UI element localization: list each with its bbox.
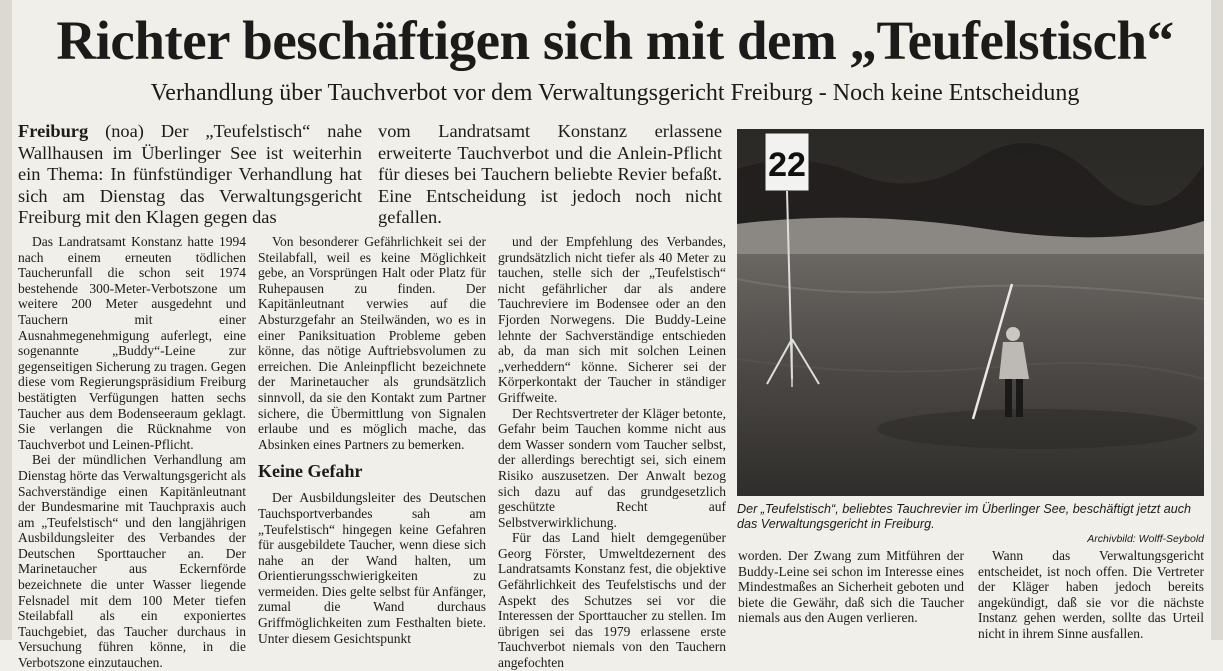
section-heading: Keine Gefahr (258, 461, 363, 482)
paragraph: Der Rechtsvertreter der Kläger betonte, Gefahr beim Tauchen komme nicht aus dem Wasser sondern vom Taucher selbst, der allerdings berechtigt sei, sich einem Risiko auszusetzen. Der Anwalt bezog sich dazu auf das grundgesetzlich geschützte Recht auf Selbstverwirklichung. (498, 405, 726, 530)
sign-number: 22 (768, 146, 806, 184)
left-page-edge (0, 0, 12, 640)
archive-photo (737, 129, 1204, 496)
right-page-edge (1211, 0, 1223, 640)
dateline-place: Freiburg (18, 121, 89, 141)
paragraph: und der Empfehlung des Verbandes, grundsätzlich nicht tiefer als 40 Meter zu tauchen, stelle sich der „Teufelstisch“ nicht gefährlicher dar als andere Tauchreviere im Bodensee oder an den Fjorden Norwegens. Die Buddy-Leine lehnte der Sachverständige entschieden ab, da man sich mit solchen Leinen „verheddern“ könne. Sicherer sei der Körperkontakt der Taucher in ständiger Griffweite. (498, 234, 726, 405)
paragraph: Bei der mündlichen Verhandlung am Dienstag hörte das Verwaltungsgericht als Sachverständige einen Kapitänleutnant der Bundesmarine mit Tauchpraxis auch am „Teufelstisch“ und den langjährigen Ausbildungsleiter des Verbandes der Deutschen Sporttaucher an. Der Marinetaucher aus Eckernförde bezeichnete die unter Wasser liegende Felsnadel mit dem 100 Meter tiefen Steilabfall als ein exponiertes Tauchgebiet, das Taucher durchaus in Versuchung führen könne, in die Verbotszone einzutauchen. (18, 452, 246, 671)
paragraph: worden. Der Zwang zum Mitführen der Buddy-Leine sei schon im Interesse eines Mindestmaßes an Sicherheit geboten und biete die Gewähr, daß sich die Taucher niemals aus den Augen verlieren. (738, 548, 964, 626)
paragraph: Der Ausbildungsleiter des Deutschen Tauchsportverbandes sah am „Teufelstisch“ hingegen keine Gefahren für ausgebildete Taucher, wenn diese sich nahe an der Wand halten, um Orientierungsschwierigkeiten zu vermeiden. Dies gelte selbst für Anfänger, zumal die Wand durchaus Griffmöglichkeiten zum Festhalten biete. Unter diesem Gesichtspunkt (258, 490, 486, 646)
photo-lake-scene (737, 129, 1204, 496)
paragraph: Von besonderer Gefährlichkeit sei der Steilabfall, weil es keine Möglichkeit gebe, an Vorsprüngen Halt oder Platz für Ruhepausen zu finden. Der Kapitänleutnant verwies auf die Absturzgefahr an Steilwänden, wo es in einer Paniksituation Probleme geben könne, das nötige Auftriebsvolumen zu erreichen. Die Anleinpflicht bezeichnete der Marinetaucher als grundsätzlich sinnvoll, da sie den Kontakt zum Partner sichere, die Übermittlung von Signalen erlaube und es möglich mache, das Absinken eines Partners zu bemerken. (258, 234, 486, 452)
lead-column-2 (378, 121, 722, 229)
paragraph: Für das Land hielt demgegenüber Georg Förster, Umweltdezernent des Landratsamts Konstanz fest, die objektive Gefährlichkeit des Teufelstischs und der Aspekt des Schutzes sei vor die Interessen der Sporttaucher zu stellen. Im übrigen sei das 1979 erlassene erste Tauchverbot niemals von den Tauchern angefochten (498, 530, 726, 671)
paragraph: Das Landratsamt Konstanz hatte 1994 nach einem erneuten tödlichen Taucherunfall die schon seit 1974 bestehende 300-Meter-Verbotszone um weitere 200 Meter ausgedehnt und Tauchern mit einer Ausnahmegenehmigung auferlegt, eine sogenannte „Buddy“-Leine zur gegenseitigen Sicherung zu tragen. Gegen diese vom Regierungspräsidium Freiburg bestätigten Verfügungen hatten sechs Taucher aus dem Bodenseeraum geklagt. Sie verlangen die Rücknahme von Tauchverbot und Leinen-Pflicht. (18, 234, 246, 452)
lead-text-2: vom Landratsamt Konstanz erlassene erweiterte Tauchverbot und die Anlein-Pflicht für dieses bei Tauchern beliebte Revier befaßt. Eine Entscheidung ist jedoch noch nicht gefallen. (378, 121, 722, 228)
article-column-3 (498, 234, 726, 671)
lead-text-1: (noa) Der „Teufelstisch“ nahe Wallhausen im Überlinger See ist weiterhin ein Thema: In fünfstündiger Verhandlung hat sich am Dienstag das Verwaltungsgericht Freiburg mit den Klagen gegen das (18, 121, 362, 228)
headline: Richter beschäftigen sich mit dem „Teufelstisch“ (56, 10, 1174, 71)
article-column-5 (978, 548, 1204, 642)
article-column-1 (18, 234, 246, 671)
subheadline: Verhandlung über Tauchverbot vor dem Verwaltungsgericht Freiburg - Noch keine Entscheidung (150, 80, 1080, 106)
photo-caption: Der „Teufelstisch“, beliebtes Tauchrevier im Überlinger See, beschäftigt jetzt auch das Verwaltungsgericht in Freiburg. (737, 502, 1192, 531)
photo-credit: Archivbild: Wolff-Seybold (1087, 533, 1204, 545)
article-column-4 (738, 548, 964, 626)
article-column-2 (258, 234, 486, 646)
paragraph: Wann das Verwaltungsgericht entscheidet, ist noch offen. Die Vertreter der Kläger haben jedoch bereits angekündigt, daß sie vor die nächste Instanz gehen werden, sollte das Urteil nicht in ihrem Sinne ausfallen. (978, 548, 1204, 641)
lead-column-1 (18, 121, 362, 229)
